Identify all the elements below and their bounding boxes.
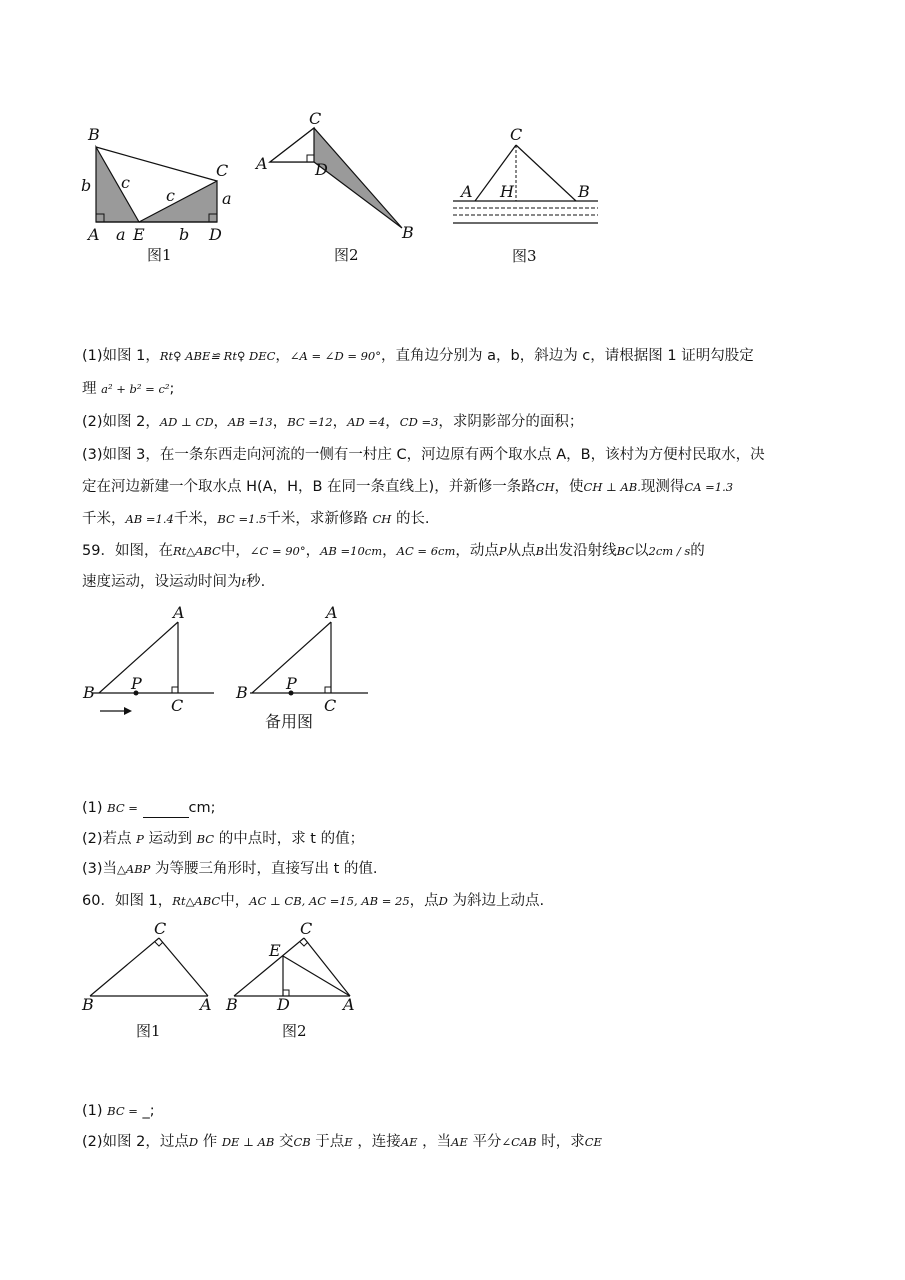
label-b: B	[578, 182, 590, 201]
figure-2-caption: 图2	[282, 1022, 307, 1040]
label-b: B	[83, 683, 95, 702]
q59-sub2: (2)若点 P 运动到 BC 的中点时，求 t 的值；	[82, 831, 365, 847]
math-angles: ∠A = ∠D = 90°	[289, 349, 381, 363]
q58-part1-line1: (1)如图 1，Rt♀ ABE≌ Rt♀ DEC，∠A = ∠D = 90°，直角边分别为 a，b，斜边为 c，请根据图 1 证明勾股定	[82, 348, 754, 364]
label-a: A	[256, 154, 268, 173]
figure-3-river	[448, 120, 608, 270]
label-a-side-right: a	[222, 189, 232, 208]
label-a: A	[343, 995, 355, 1014]
label-b-side-bottom: b	[179, 225, 190, 244]
label-a-vertex: A	[88, 225, 100, 244]
q58-part3-line3: 千米，AB =1.4千米，BC =1.5千米，求新修路 CH 的长.	[82, 511, 430, 527]
math-pythagorean: a² + b² = c²	[101, 382, 170, 396]
shaded-triangle-dec	[139, 181, 217, 222]
q58-part1-line2: 理 a² + b² = c²;	[82, 381, 175, 397]
q59-sub3: (3)当△ABP 为等腰三角形时，直接写出 t 的值.	[82, 861, 378, 877]
answer-blank[interactable]: _;	[142, 1103, 155, 1119]
shaded-triangle-abe	[96, 147, 139, 222]
q59-sub1: (1) BC = cm;	[82, 800, 216, 816]
q59-line2: 速度运动，设运动时间为t秒.	[82, 574, 266, 590]
label-c: C	[510, 125, 523, 144]
label-a: A	[200, 995, 212, 1014]
label-c-vertex: C	[216, 161, 229, 180]
label-b: B	[82, 995, 94, 1014]
q60-sub2: (2)如图 2，过点D 作 DE ⊥ AB 交CB 于点E ，连接AE ，当AE 平分∠CAB 时，求CE	[82, 1134, 602, 1150]
label-c-side-1: c	[121, 173, 130, 192]
q59-figure	[80, 600, 220, 730]
label-d: D	[315, 160, 328, 179]
figure-1-caption: 图1	[136, 1022, 161, 1040]
q60-sub1: (1) BC = _;	[82, 1103, 155, 1119]
q60-line1: 60．如图 1，Rt△ABC中，AC ⊥ CB, AC =15, AB = 25，点D 为斜边上动点.	[82, 893, 545, 909]
label-c: C	[300, 919, 313, 938]
label-p: P	[286, 674, 297, 693]
q60-figure-2	[222, 918, 362, 1048]
label-c: C	[154, 919, 167, 938]
label-b: B	[226, 995, 238, 1014]
q59-line1: 59．如图，在Rt△ABC中，∠C = 90°，AB =10cm，AC = 6cm，动点P从点B出发沿射线BC以2cm / s的	[82, 543, 705, 559]
label-a: A	[461, 182, 473, 201]
label-b: B	[402, 223, 414, 242]
math-congruence: Rt♀ ABE≌ Rt♀ DEC	[159, 349, 276, 363]
label-p: P	[131, 674, 142, 693]
label-a: A	[173, 603, 185, 622]
label-b-vertex: B	[88, 125, 100, 144]
label-e-vertex: E	[133, 225, 145, 244]
label-h: H	[500, 182, 514, 201]
figure-3-caption: 图3	[512, 247, 537, 265]
label-d: D	[277, 995, 290, 1014]
figure-2-shaded-triangle	[252, 105, 422, 270]
label-a: A	[326, 603, 338, 622]
label-c: C	[309, 109, 322, 128]
shaded-triangle-abc	[270, 128, 402, 228]
figure-1-trapezoid	[78, 100, 248, 270]
label-d-vertex: D	[209, 225, 222, 244]
backup-figure-caption: 备用图	[265, 712, 314, 731]
q58-part3-line2: 定在河边新建一个取水点 H(A，H，B 在同一条直线上)，并新修一条路CH，使CH ⊥ AB.现测得CA =1.3	[82, 479, 734, 495]
label-c: C	[324, 696, 337, 715]
figure-2-caption: 图2	[334, 246, 359, 264]
answer-blank[interactable]	[143, 803, 189, 818]
q59-backup-figure	[228, 600, 373, 735]
q58-part2: (2)如图 2，AD ⊥ CD，AB =13，BC =12，AD =4，CD =3，求阴影部分的面积；	[82, 414, 584, 430]
label-c: C	[171, 696, 184, 715]
figure-1-caption: 图1	[147, 246, 172, 264]
label-b-side: b	[81, 176, 92, 195]
label-a-side-bottom: a	[116, 225, 126, 244]
q58-part3-line1: (3)如图 3，在一条东西走向河流的一侧有一村庄 C，河边原有两个取水点 A，B，该村为方便村民取水，决	[82, 447, 765, 463]
label-c-side-2: c	[166, 186, 175, 205]
q60-figure-1	[80, 918, 215, 1048]
label-b: B	[236, 683, 248, 702]
label-e: E	[269, 941, 281, 960]
